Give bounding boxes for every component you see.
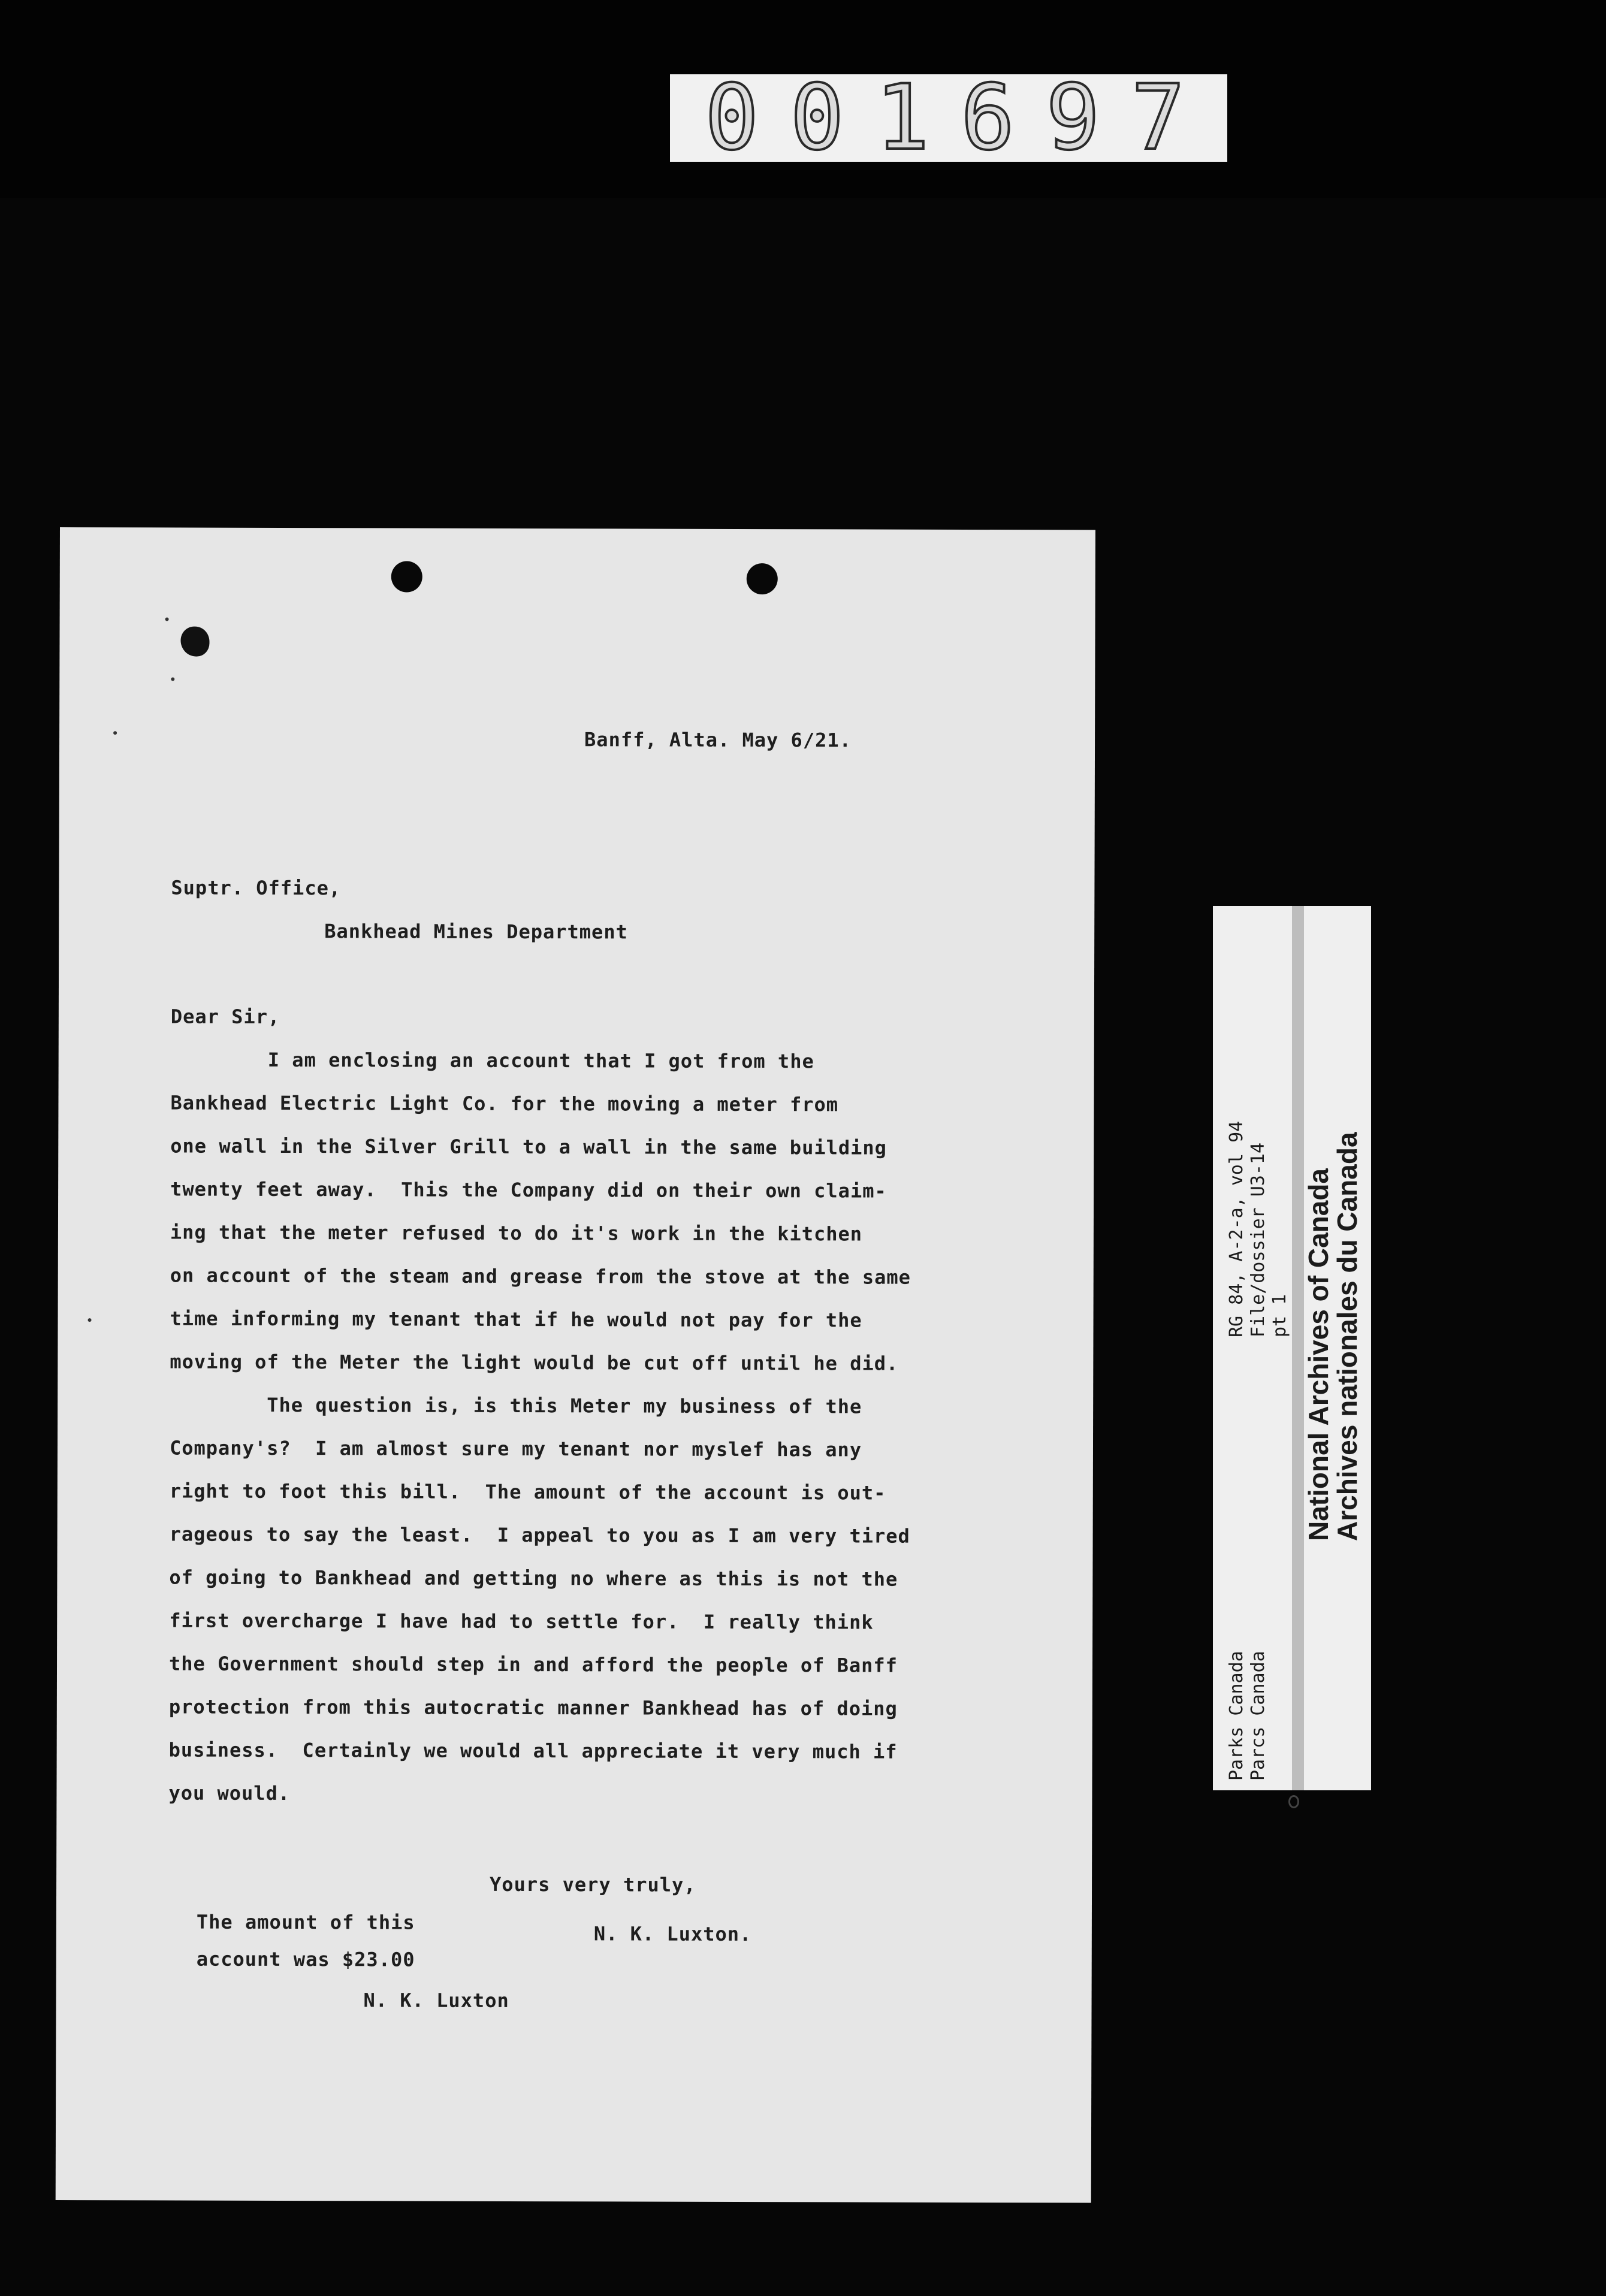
tag-rg-volume: RG 84, A-2-a, vol 94: [1226, 1120, 1247, 1337]
tag-archives-fr: Archives nationales du Canada: [1332, 1132, 1363, 1541]
tag-archives-en: National Archives of Canada: [1303, 1168, 1334, 1541]
postscript-line: The amount of this: [196, 1910, 415, 1934]
tag-rg-part: pt 1: [1269, 1294, 1290, 1337]
tag-national-archives: [1304, 1132, 1362, 1541]
body-line: moving of the Meter the light would be cut off until he did.: [170, 1350, 899, 1375]
addressee-department: Bankhead Mines Department: [324, 920, 628, 944]
body-line: protection from this autocratic manner Bankhead has of doing: [168, 1695, 898, 1720]
body-line: I am enclosing an account that I got from the: [170, 1048, 814, 1073]
body-line: twenty feet away. This the Company did on their own claim-: [170, 1177, 887, 1203]
speck-icon: [1288, 1795, 1299, 1808]
body-line: ing that the meter refused to do it's work in the kitchen: [170, 1220, 863, 1246]
speck-icon: [171, 677, 174, 681]
tag-parks-canada: [1226, 1651, 1269, 1781]
body-line: Company's? I am almost sure my tenant nor myslef has any: [169, 1436, 862, 1461]
tag-rg-file: File/dossier U3-14: [1248, 1142, 1269, 1337]
punch-hole-icon: [391, 561, 422, 592]
body-line: on account of the steam and grease from the stove at the same: [170, 1264, 911, 1289]
body-line: rageous to say the least. I appeal to you as I am very tired: [169, 1522, 910, 1548]
body-line: time informing my tenant that if he would not pay for the: [170, 1307, 862, 1332]
body-line: of going to Bankhead and getting no where as this is not the: [169, 1566, 898, 1591]
tag-record-group: [1226, 1121, 1291, 1337]
body-line: right to foot this bill. The amount of the account is out-: [169, 1479, 886, 1505]
speck-icon: [165, 617, 169, 621]
salutation: Dear Sir,: [170, 1005, 280, 1028]
body-line: The question is, is this Meter my business of the: [170, 1393, 862, 1418]
archive-reference-tag: [1213, 906, 1371, 1790]
postscript-signature: N. K. Luxton: [363, 1989, 509, 2012]
frame-number-label: [670, 66, 1227, 170]
signature: N. K. Luxton.: [593, 1922, 752, 1946]
body-line: the Government should step in and afford the people of Banff: [168, 1652, 898, 1677]
speck-icon: [113, 731, 117, 735]
letter-page: [56, 527, 1095, 2203]
body-line: you would.: [168, 1781, 291, 1805]
postscript-line: account was $23.00: [196, 1947, 415, 1971]
tag-divider: [1292, 906, 1304, 1790]
complimentary-closing: Yours very truly,: [490, 1872, 696, 1896]
body-line: business. Certainly we would all appreciate it very much if: [168, 1738, 898, 1763]
body-line: first overcharge I have had to settle for. I really think: [169, 1609, 874, 1634]
addressee-office: Suptr. Office,: [171, 876, 342, 900]
frame-number: 001697: [705, 66, 1216, 170]
body-line: one wall in the Silver Grill to a wall in the same building: [170, 1134, 887, 1159]
letter-date: Banff, Alta. May 6/21.: [584, 728, 852, 752]
tag-parks-fr: Parcs Canada: [1248, 1651, 1269, 1781]
punch-hole-icon: [747, 563, 778, 594]
speck-icon: [88, 1318, 92, 1322]
body-line: Bankhead Electric Light Co. for the moving a meter from: [170, 1091, 839, 1116]
ink-blot-icon: [180, 627, 209, 657]
tag-parks-en: Parks Canada: [1226, 1651, 1247, 1781]
